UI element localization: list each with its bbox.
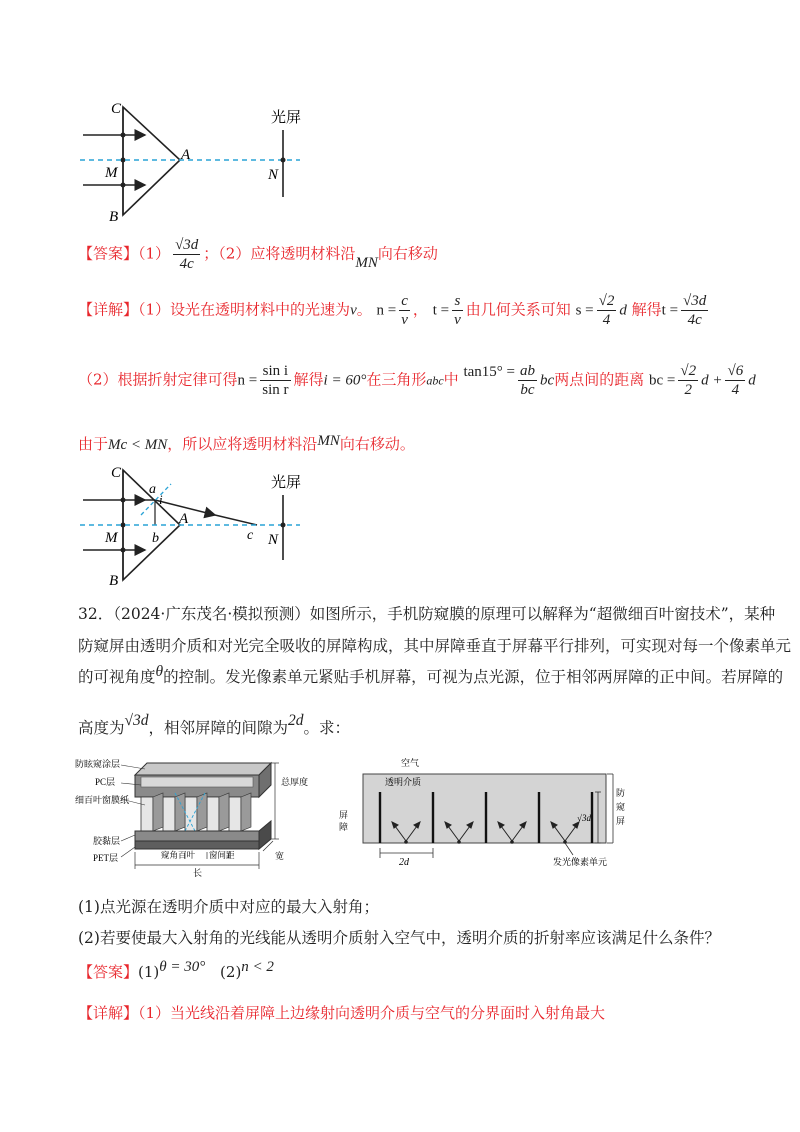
label-B: B: [109, 573, 119, 589]
detail-4: 【详解】（1）当光线沿着屏障上边缘射向透明介质与空气的分界面时入射角最大: [78, 1004, 606, 1022]
label-pixel: 发光像素单元: [553, 857, 608, 867]
label-width: 宽: [275, 851, 285, 861]
answer-1: 【答案】（1） $\frac{√3d}{4c}$ ；（2）应将透明材料沿MN向右移动: [78, 237, 438, 272]
label-air: 空气: [401, 758, 420, 768]
question-32-line-2: 防窥屏由透明介质和对光完全吸收的屏障构成，其中屏障垂直于屏幕平行排列，可实现对每一个像素单元: [78, 637, 792, 655]
question-32-line-1: 32．（2024·广东茂名·模拟预测）如图所示，手机防窥膜的原理可以解释为“超微细百叶窗技术”，某种: [78, 605, 776, 623]
subquestion-1: (1)点光源在透明介质中对应的最大入射角；: [78, 898, 379, 916]
label-c: c: [247, 528, 254, 543]
label-screen: 光屏: [271, 110, 302, 126]
detail-2: （2）根据折射定律可得n = $\frac{\text{sin i}}{\text{sin r}}$ 解得i = 60°在三角形abc中 tan15° = $\frac{ab}{bc}$ bc两点间的距离 bc = $\frac{√2}{2}$ d + $\frac{√6}{4}$ d: [78, 363, 756, 398]
label-thickness: 总厚度: [281, 777, 309, 787]
detail-tag: 【详解】: [78, 300, 139, 319]
label-pet: PET层: [93, 853, 119, 863]
label-i: i: [159, 492, 163, 507]
answer-fraction: $\frac{√3d}{4c}$: [175, 237, 199, 272]
label-N: N: [268, 532, 279, 548]
subquestion-2: (2)若要使最大入射角的光线能从透明介质射入空气中，透明介质的折射率应该满足什么条件？: [78, 929, 720, 947]
label-barrier-2: 障: [339, 822, 349, 832]
label-C: C: [111, 465, 122, 481]
answer-2: 【答案】(1)θ = 30° (2)n < 2: [78, 959, 274, 981]
label-height: √3d: [577, 813, 591, 823]
label-M: M: [105, 165, 118, 181]
prism-figure-2: [75, 462, 315, 590]
label-A: A: [179, 511, 189, 527]
label-side-2: 窥: [616, 802, 626, 812]
label-angle-louver: 窥角百叶: [161, 850, 196, 860]
label-A: A: [181, 147, 191, 163]
label-gap: 窗间距: [209, 850, 235, 860]
detail-tag: 【详解】: [78, 1004, 139, 1022]
label-C: C: [111, 101, 122, 117]
label-b: b: [152, 531, 159, 546]
label-N: N: [268, 167, 279, 183]
label-anti-glare: 防眩窥涂层: [75, 759, 121, 769]
label-medium: 透明介质: [385, 777, 422, 787]
question-32-line-4: 高度为√3d，相邻屏障的间隙为2d。求：: [78, 712, 351, 737]
label-gap: 2d: [399, 857, 409, 868]
detail-3: 由于Mc < MN，所以应将透明材料沿MN向右移动。: [78, 433, 415, 453]
label-B: B: [109, 209, 119, 225]
label-side-1: 防: [616, 788, 626, 798]
label-pc: PC层: [95, 777, 116, 787]
label-a: a: [149, 482, 156, 497]
label-louver: 细百叶窗膜纸: [75, 795, 130, 805]
label-M: M: [105, 530, 118, 546]
prism-figure-1: [75, 95, 315, 230]
label-adhesive: 胶黏层: [93, 836, 121, 846]
question-32-line-3: 的可视角度θ的控制。发光像素单元紧贴手机屏幕，可视为点光源，位于相邻两屏障的正中间。若屏障的: [78, 663, 784, 686]
barrier-figure: [335, 752, 635, 877]
label-barrier-1: 屏: [339, 810, 349, 820]
detail-1: 【详解】（1）设光在透明材料中的光速为v。 n = $\frac{c}{v}$ ， t = $\frac{s}{v}$ 由几何关系可知 s = $\frac{√2}{4}$ d 解得t = $\frac{√3d}{4c}$: [78, 293, 707, 328]
label-side-3: 屏: [616, 816, 626, 826]
answer-tag: 【答案】: [78, 244, 139, 263]
label-screen: 光屏: [271, 475, 302, 491]
label-length: 长: [193, 868, 203, 878]
film-structure-figure: [75, 755, 315, 880]
answer-tag: 【答案】: [78, 963, 139, 981]
